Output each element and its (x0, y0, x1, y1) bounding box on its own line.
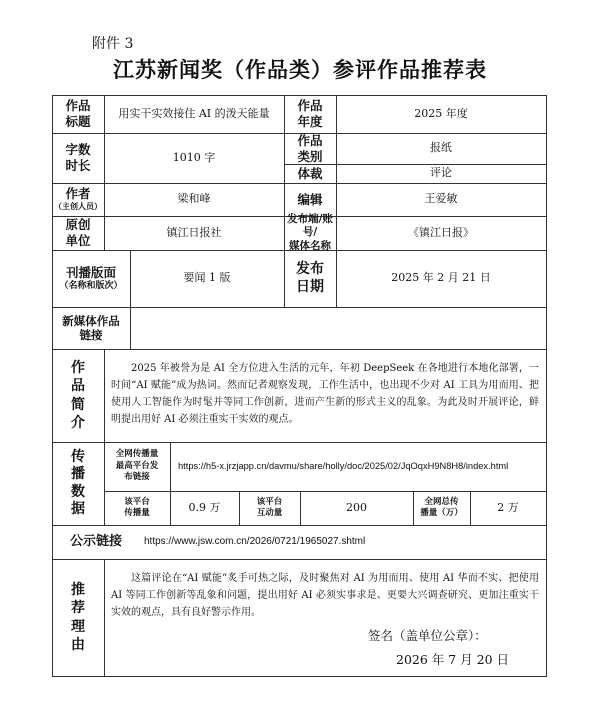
page-value: 要闻 1 版 (183, 271, 231, 285)
spread-label: 传 播 数 据 (71, 448, 85, 517)
author-label: 作者 （主创人员） (54, 186, 102, 211)
editor-value: 王爱敏 (424, 192, 458, 206)
date-value: 2025 年 2 月 21 日 (391, 271, 491, 285)
interactions-label: 该平台 互动量 (256, 496, 283, 518)
newmedia-label: 新媒体作品 链接 (62, 313, 120, 342)
title-label: 作品 标题 (65, 98, 91, 129)
title-value: 用实干实效接住 AI 的泼天能量 (118, 106, 270, 120)
intro-text: 2025 年被誉为是 AI 全方位进入生活的元年，年初 DeepSeek 在各地进行本地化部署，一时间“AI 赋能”成为热词。然而记者观察发现，工作生活中，也出现不少对 AI 工具为用而用、把使用人工智能作为时髦并等同工作创新，进而产生新的形式主义的乱象。为此及时开展评论，鲜明提出用好 AI 必须注重实干实效的观点。 (111, 363, 539, 425)
unit-label: 原创 单位 (65, 217, 91, 248)
reason-label: 推 荐 理 由 (71, 582, 85, 653)
unit-value: 镇江日报社 (166, 225, 222, 239)
total-label: 全网总传 播量（万） (420, 496, 463, 518)
year-label: 作品 年度 (297, 98, 323, 129)
public-link[interactable]: https://www.jsw.com.cn/2026/0721/1965027.shtml (144, 536, 366, 548)
views-label: 该平台 传播量 (124, 496, 150, 518)
signature-date: 2026 年 7 月 20 日 (396, 652, 510, 667)
total-value: 2 万 (497, 500, 519, 514)
reason-text: 这篇评论在“AI 赋能”炙手可热之际，及时聚焦对 AI 为用而用、使用 AI 华而不实、把使用 AI 等同工作创新等乱象和问题，提出用好 AI 必须实事求是、更要大兴调查研究、更加注重实干实效的观点，具有良好警示作用。 (111, 573, 539, 618)
category-label: 作品 类别 (297, 132, 323, 164)
category-value: 报纸 (430, 141, 452, 155)
newmedia-value (130, 307, 546, 349)
intro-label: 作 品 简 介 (71, 360, 85, 431)
date-label: 发布 日期 (296, 261, 324, 295)
publisher-value: 《镇江日报》 (408, 225, 474, 239)
public-link-label: 公示链接 (69, 533, 122, 549)
wordcount-value: 1010 字 (172, 150, 216, 164)
editor-label: 编辑 (297, 191, 323, 207)
page-label: 刊播版面 （名称和版次） (59, 264, 123, 292)
genre-value: 评论 (430, 166, 452, 180)
spread-platform-link[interactable]: https://h5-x.jrzjapp.cn/davmu/share/holly/doc/2025/02/JqOqxH9N8H8/index.html (178, 461, 509, 472)
genre-label: 体裁 (297, 165, 323, 181)
form-title: 江苏新闻奖（作品类）参评作品推荐表 (113, 57, 487, 82)
year-value: 2025 年度 (414, 106, 468, 120)
spread-platform-label: 全网传播量 最高平台发 布链接 (115, 449, 159, 483)
publisher-label: 发布端/账号/ 媒体名称 (287, 213, 333, 252)
interactions-value: 200 (346, 500, 367, 514)
wordcount-label: 字数 时长 (65, 142, 91, 173)
attachment-number: 附件 3 (92, 36, 134, 52)
views-value: 0.9 万 (188, 500, 221, 514)
signature-line: 签名（盖单位公章）： (368, 628, 487, 643)
author-value: 梁和峰 (177, 192, 211, 206)
